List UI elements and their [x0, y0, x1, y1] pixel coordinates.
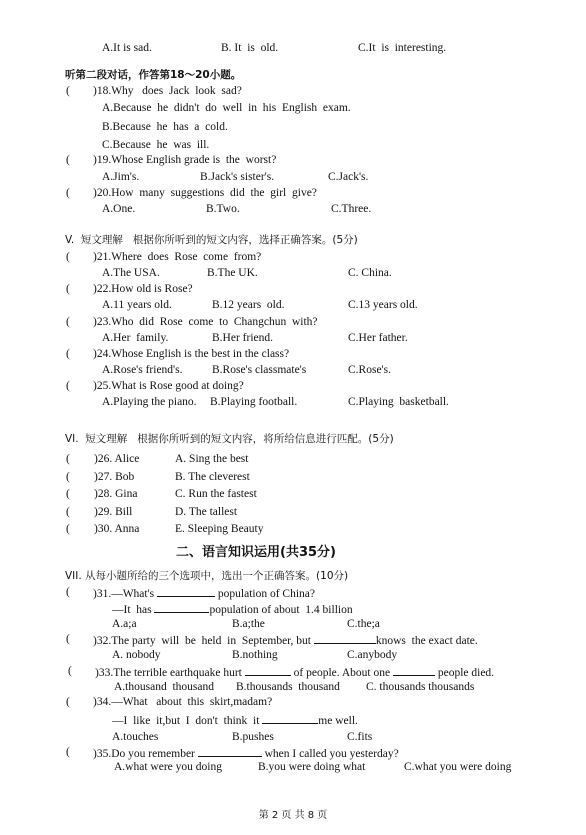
q22-paren: (	[66, 283, 70, 295]
match-option: B. The cleverest	[175, 471, 250, 483]
q35-option-c: C.what you were doing	[404, 761, 512, 773]
part2-title: 二、语言知识运用(共35分)	[176, 545, 336, 560]
q33-option-b: B.thousands thousand	[236, 681, 340, 693]
q23-paren: (	[66, 316, 70, 328]
q33-stem: )33.The terrible earthquake hurt of people. About one people died.	[95, 664, 494, 680]
q20-stem: )20.How many suggestions did the girl give?	[93, 187, 317, 199]
match-item: )29. Bill	[94, 506, 133, 518]
section5-header: V. 短文理解 根据你所听到的短文内容，选择正确答案。(5分)	[65, 234, 358, 246]
match-paren: (	[66, 523, 70, 535]
q32-blank	[314, 632, 376, 644]
q35-option-b: B.you were doing what	[258, 761, 366, 773]
q23-option-b: B.Her friend.	[212, 332, 273, 344]
q23-stem: )23.Who did Rose come to Changchun with?	[93, 316, 318, 328]
q19-stem: )19.Whose English grade is the worst?	[93, 154, 277, 166]
q34-stem: )34.—What about this skirt,madam?	[93, 696, 273, 708]
q21-option-a: A.The USA.	[102, 267, 160, 279]
q33-option-c: C. thousands thousands	[366, 681, 475, 693]
q31-stem: )31.—What's population of China?	[93, 585, 315, 601]
q35-stem: )35.Do you remember when I called you yesterday?	[93, 745, 399, 761]
q19-option-b: B.Jack's sister's.	[200, 171, 275, 183]
q33-paren: (	[68, 665, 72, 677]
match-paren: (	[66, 453, 70, 465]
q25-option-c: C.Playing basketball.	[348, 396, 449, 408]
match-option: D. The tallest	[175, 506, 238, 518]
q34-blank	[262, 712, 318, 724]
q33-option-a: A.thousand thousand	[114, 681, 214, 693]
q24-option-c: C.Rose's.	[348, 364, 391, 376]
match-item: )27. Bob	[94, 471, 135, 483]
q20-option-b: B.Two.	[206, 203, 240, 215]
q17-option-a: A.It is sad.	[102, 42, 152, 54]
q32-option-c: C.anybody	[347, 649, 398, 661]
q18-option-c: C.Because he was ill.	[102, 139, 210, 151]
match-item: )30. Anna	[94, 523, 140, 535]
q35-blank	[198, 745, 262, 757]
q32-stem: )32.The party will be held in September, but knows the exact date.	[93, 632, 478, 648]
q22-option-b: B.12 years old.	[212, 299, 285, 311]
q19-paren: (	[66, 154, 70, 166]
q17-option-b: B. It is old.	[221, 42, 279, 54]
q31-option-b: B.a;the	[232, 618, 265, 630]
q25-stem: )25.What is Rose good at doing?	[93, 380, 244, 392]
q31-blank-1	[157, 585, 215, 597]
q32-option-b: B.nothing	[232, 649, 278, 661]
q25-option-a: A.Playing the piano.	[102, 396, 197, 408]
q35-paren: (	[66, 746, 70, 758]
q22-option-c: C.13 years old.	[348, 299, 418, 311]
q21-option-b: B.The UK.	[207, 267, 258, 279]
match-paren: (	[66, 471, 70, 483]
q17-option-c: C.It is interesting.	[358, 42, 447, 54]
q32-option-a: A. nobody	[112, 649, 161, 661]
q31-blank-2	[154, 601, 209, 613]
q34-option-a: A.touches	[112, 731, 159, 743]
q22-stem: )22.How old is Rose?	[93, 283, 193, 295]
q23-option-a: A.Her family.	[102, 332, 169, 344]
q18-option-a: A.Because he didn't do well in his English exam.	[102, 102, 351, 114]
q31-option-c: C.the;a	[347, 618, 380, 630]
q19-option-c: C.Jack's.	[328, 171, 369, 183]
q20-option-a: A.One.	[102, 203, 136, 215]
q20-option-c: C.Three.	[331, 203, 372, 215]
q21-stem: )21.Where does Rose come from?	[93, 251, 262, 263]
q34-line2: —I like it,but I don't think it me well.	[112, 712, 358, 728]
q20-paren: (	[66, 187, 70, 199]
match-option: A. Sing the best	[175, 453, 249, 465]
q31-line2: —It has population of about 1.4 billion	[112, 601, 353, 617]
q25-option-b: B.Playing football.	[210, 396, 298, 408]
q34-paren: (	[66, 696, 70, 708]
match-paren: (	[66, 506, 70, 518]
q24-stem: )24.Whose English is the best in the class?	[93, 348, 290, 360]
q31-paren: (	[66, 586, 70, 598]
match-item: )26. Alice	[94, 453, 140, 465]
match-item: )28. Gina	[94, 488, 138, 500]
q21-option-c: C. China.	[348, 267, 392, 279]
section7-header: VII. 从每小题所给的三个选项中，选出一个正确答案。(10分)	[65, 570, 349, 582]
page-footer: 第 2 页 共 8 页	[258, 810, 328, 821]
q18-stem: )18.Why does Jack look sad?	[93, 85, 242, 97]
q31-option-a: A.a;a	[112, 618, 137, 630]
q21-paren: (	[66, 251, 70, 263]
q24-option-a: A.Rose's friend's.	[102, 364, 183, 376]
match-paren: (	[66, 488, 70, 500]
q25-paren: (	[66, 380, 70, 392]
q22-option-a: A.11 years old.	[102, 299, 172, 311]
match-option: C. Run the fastest	[175, 488, 257, 500]
section6-header: VI. 短文理解 根据你所听到的短文内容，将所给信息进行匹配。(5分)	[65, 433, 394, 445]
q34-option-c: C.fits	[347, 731, 373, 743]
q35-option-a: A.what were you doing	[114, 761, 222, 773]
match-option: E. Sleeping Beauty	[175, 523, 264, 535]
q23-option-c: C.Her father.	[348, 332, 408, 344]
q18-paren: (	[66, 85, 70, 97]
q34-option-b: B.pushes	[232, 731, 274, 743]
q19-option-a: A.Jim's.	[102, 171, 140, 183]
q33-blank-2	[393, 664, 435, 676]
q24-option-b: B.Rose's classmate's	[212, 364, 307, 376]
q33-blank-1	[245, 664, 291, 676]
q32-paren: (	[66, 633, 70, 645]
q18-option-b: B.Because he has a cold.	[102, 121, 228, 133]
dialog2-header: 听第二段对话，作答第18～20小题。	[65, 69, 242, 81]
q24-paren: (	[66, 348, 70, 360]
